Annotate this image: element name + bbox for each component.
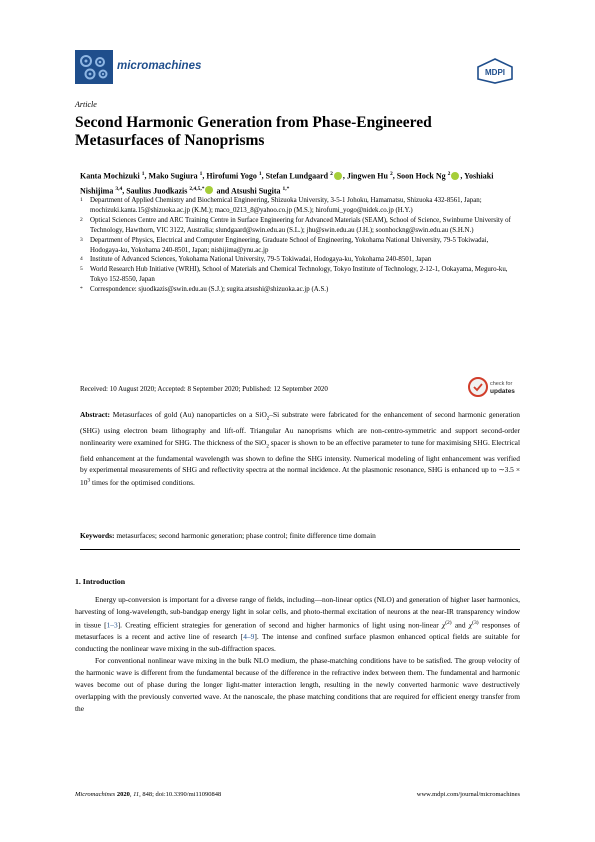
orcid-icon[interactable]	[205, 186, 213, 194]
keywords	[80, 531, 520, 540]
affiliation-text: Department of Applied Chemistry and Biochemical Engineering, Shizuoka University, 3-5-1 Johoku, Hamamatsu, Shizuoka 432-8561, Japan; mochizuki.kanta.15@shizuoka.ac.jp (K.M.); maco_0213_8@yahoo.co.jp (M.S.); hirofumi_yogo@nidek.co.jp (H.Y.)	[90, 197, 482, 214]
orcid-icon[interactable]	[334, 172, 342, 180]
reference-link[interactable]: 1–3	[106, 620, 118, 630]
micromachines-logo	[75, 50, 113, 84]
affiliation-text: Department of Physics, Electrical and Computer Engineering, Graduate School of Engineering, Yokohama National University, 79-5 Tokiwadai, Hodogaya-ku, Yokohama 240-8501, Japan; nishijima@ynu.ac.jp	[90, 236, 489, 254]
affiliation-text: Correspondence: sjuodkazis@swin.edu.au (S.J.); sugita.atsushi@shizuoka.ac.jp (A.S.)	[90, 286, 329, 294]
correspondence	[80, 285, 520, 295]
paragraph: For conventional nonlinear wave mixing in the bulk NLO medium, the phase-matching conditions have to be satisfied. The group velocity of the harmonic wave is different from the fundamental because of the difference in the refractive index between them. The fundamental and harmonic waves become out of phase during the longer light-matter interaction length, resulting in the newly converted harmonic wave destructively overlapping with the previously converted wave. At the nanoscale, the phase matching conditions that are required for efficient energy transfer from the	[75, 656, 520, 713]
affiliation-number: 5	[80, 266, 83, 273]
abstract-label: Abstract:	[80, 410, 110, 419]
paragraph: Energy up-conversion is important for a diverse range of fields, including—non-linear optics (NLO) and generation of higher laser harmonics, harvesting of long-wavelength, sub-bandgap energy light in solar cells, and photo-thermal excitation of neurons at the near-IR transparency window in tissue [1–3]. Creating efficient strategies for generation of second and higher harmonics of light using non-linear $\chi^{(2)}$ and $\chi^{(3)}$ responses of metasurfaces is a recent and active line of research [4–9]. The intense and confined surface plasmon enhanced optical fields are suitable for conducting the nonlinear wave mixing in the sub-diffraction spaces.	[75, 595, 520, 653]
mdpi-logo-text: MDPI	[485, 68, 505, 77]
affiliation-item	[80, 255, 520, 265]
abstract-text: Metasurfaces of gold (Au) nanoparticles on a SiO$_2$–Si substrate were fabricated for the enhancement of second harmonic generation (SHG) using electron beam lithography and lift-off. Triangular Au nanoprisms which are non-centro-symmetric and support second-order nonlinearity were examined for SHG. The thickness of the SiO$_2$ spacer is shown to be an effective parameter to tune for maximising SHG. Electrical field enhancement at the fundamental wavelength was shown to define the SHG intensity. Numerical modeling of light enhancement was verified by experimental measurements of SHG and reflectivity spectra at the normal incidence. At the plasmonic resonance, SHG is enhanced up to ∼3.5 × $10^3$ times for the optimised conditions.	[80, 410, 520, 488]
affiliations	[80, 196, 520, 295]
affiliation-text: World Research Hub Initiative (WRHI), School of Materials and Chemical Technology, Tokyo Institute of Technology, 2-12-1, Ookayama, Meguro-ku, Tokyo 152-8550, Japan	[90, 266, 508, 284]
affiliation-item	[80, 265, 520, 285]
abstract	[80, 409, 520, 489]
paper-title: Second Harmonic Generation from Phase-Engineered Metasurfaces of Nanoprisms	[75, 114, 432, 149]
body-text	[75, 594, 520, 714]
affiliation-item	[80, 236, 520, 256]
check-updates-line1: check for	[490, 381, 513, 387]
journal-name[interactable]: micromachines	[117, 60, 202, 72]
section-heading: 1. Introduction	[75, 577, 126, 586]
check-for-updates-badge[interactable]	[468, 376, 518, 398]
affiliation-number: 4	[80, 256, 83, 263]
journal-url[interactable]: www.mdpi.com/journal/micromachines	[416, 791, 520, 798]
orcid-icon[interactable]	[451, 172, 459, 180]
citation-footer: Micromachines 2020, 11, 848; doi:10.3390/mi11090848	[75, 791, 222, 798]
article-type: Article	[75, 100, 97, 109]
affiliation-number: *	[80, 286, 83, 293]
keywords-label: Keywords:	[80, 531, 115, 540]
affiliation-number: 1	[80, 197, 83, 203]
affiliation-item	[80, 216, 520, 236]
affiliation-number: 2	[80, 216, 83, 223]
affiliation-text: Optical Sciences Centre and ARC Training Centre in Surface Engineering for Advanced Materials (SEAM), School of Science, Swinburne University of Technology, Hawthorn, VIC 3122, Australia; slundgaard@swin.edu.au (S.L.); jhu@swin.edu.au (J.H.); soonhockng@swin.edu.au (S.H.N.)	[90, 216, 511, 234]
divider	[80, 549, 520, 550]
affiliation-item	[80, 196, 520, 216]
mdpi-logo[interactable]	[474, 58, 516, 84]
check-updates-line2: updates	[490, 388, 515, 395]
affiliation-number: 3	[80, 236, 83, 243]
affiliation-text: Institute of Advanced Sciences, Yokohama National University, 79-5 Tokiwadai, Hodogaya-ku, Yokohama 240-8501, Japan	[90, 256, 432, 264]
keywords-text: metasurfaces; second harmonic generation; phase control; finite difference time domain	[116, 531, 376, 540]
reference-link[interactable]: 4–9	[243, 631, 255, 641]
publication-dates: Received: 10 August 2020; Accepted: 8 September 2020; Published: 12 September 2020	[80, 385, 328, 393]
author-list: Kanta Mochizuki $^1$, Mako Sugiura $^1$, Hirofumi Yogo $^1$, Stefan Lundgaard $^2$ , Jingwen Hu $^2$, Soon Hock Ng $^2$ , Yoshiaki Nishijima $^{3,4}$, Saulius Juodkazis $^{2,4,5,*}$ and Atsushi Sugita $^{1,*}$	[80, 171, 494, 196]
